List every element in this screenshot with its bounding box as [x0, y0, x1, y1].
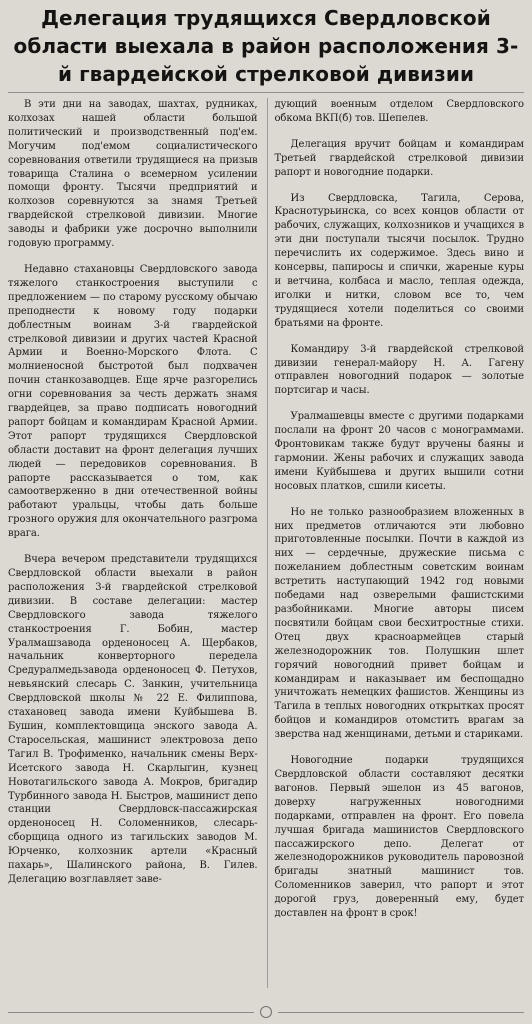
paragraph: В эти дни на заводах, шахтах, рудниках, колхозах нашей области большой политический и производственный под'ем. Могучим под'емом социалистического соревнования ответили трудящиеся на призыв товарища Сталина о всемерном усилении помощи фронту. Тысячи предприятий и колхозов соревнуются за знамя Третьей гвардейской стрелковой дивизии. Многие заводы и фабрики уже досрочно выполнили годовую программу. — [8, 99, 258, 250]
paragraph: Новогодние подарки трудящихся Свердловской области составляют десятки вагонов. Первый эшелон из 45 вагонов, доверху нагруженных новогодними подарками, отправлен на фронт. Его повела лучшая бригада машинистов Свердловского пассажирского депо. Делегат от железнодорожников руководитель паровозной бригады знатный машинист тов. Соломенников заверил, что рапорт и этот дорогой груз, доверенный ему, будет доставлен на фронт в срок! — [274, 755, 524, 920]
paragraph: дующий военным отделом Свердловского обкома ВКП(б) тов. Шепелев. — [274, 99, 524, 124]
right-column — [271, 98, 524, 988]
bottom-ornament — [8, 1006, 524, 1018]
paragraph: Командиру 3-й гвардейской стрелковой дивизии генерал-майору Н. А. Гагену отправлен новогодний подарок — золотые портсигар и часы. — [274, 343, 524, 397]
article-headline: Делегация трудящихся Свердловской области выехала в район расположения 3-й гвардейской стрелковой дивизии — [13, 6, 519, 86]
paragraph: Недавно стахановцы Свердловского завода тяжелого станкостроения выступили с предложением — по старому русскому обычаю преподнести к новому году подарки доблестным воинам 3-й гвардейской стрелковой дивизии и других частей Красной Армии и Военно-Морского Флота. С молниеносной быстротой был подхвачен почин станкозаводцев. Еще ярче разгорелись огни соревнования за честь держать знамя гвардейцев, за право подписать новогодний рапорт бойцам и командирам Красной Армии. Этот рапорт трудящихся Свердловской области доставит на фронт делегация лучших людей — передовиков соревнования. В рапорте рассказывается о том, как самоотверженно в дни отечественной войны работают уральцы, чтобы дать больше грозного оружия для окончательного разгрома врага. — [8, 263, 258, 540]
column-divider — [267, 98, 268, 988]
ornament-line-left — [8, 1012, 254, 1013]
paragraph: Вчера вечером представители трудящихся Свердловской области выехали в район расположения 3-й гвардейской стрелковой дивизии. В составе делегации: мастер Свердловского завода тяжелого станкостроения Г. Бобин, мастер Уралмашзавода орденоносец А. Щербаков, начальник конверторного передела Средуралмедьзавода орденоносец Ф. Петухов, невьянский слесарь С. Занкин, учительница Свердловской школы № 22 Е. Филиппова, стахановец завода имени Куйбышева В. Бушин, комплектовщица энского завода А. Старосельская, машинист электровоза депо Тагил В. Трофименко, начальник смены Верх-Исетского завода Н. Скарлыгин, кузнец Новотагильского завода А. Мокров, бригадир Турбинного завода Н. Быстров, машинист депо станции Свердловск-пассажирская орденоносец Н. Соломенников, слесарь-сборщица одного из тагильских заводов М. Юрченко, колхозник артели «Красный пахарь», Шалинского района, В. Гилев. Делегацию возглавляет заве- — [8, 554, 258, 885]
paragraph: Из Свердловска, Тагила, Серова, Краснотурьинска, со всех концов области от рабочих, служащих, колхозников и учащихся в эти дни поступали тысячи посылок. Трудно перечислить их содержимое. Здесь вино и консервы, папиросы и спички, жареные куры и ветчина, колбаса и масло, теплая одежда, иголки и нитки, словом все то, чем трудящиеся хотели поделиться со своими братьями на фронте. — [274, 192, 524, 329]
ornament-circle-icon — [260, 1006, 272, 1018]
headline-divider — [8, 92, 524, 93]
article-body — [8, 98, 524, 988]
paragraph: Уралмашевцы вместе с другими подарками послали на фронт 20 часов с монограммами. Фронтовикам также будут вручены баяны и гармонии. Жены рабочих и служащих завода имени Куйбышева и других вышили сотни носовых платков, сшили кисеты. — [274, 411, 524, 492]
ornament-line-right — [278, 1012, 524, 1013]
paragraph: Но не только разнообразием вложенных в них предметов отличаются эти любовно приготовленные посылки. Почти в каждой из них — сердечные, дружеские письма с пожеланием доблестным советским воинам встретить наступающий 1942 год новыми победами над озверелыми фашистскими разбойниками. Многие авторы писем посвятили бойцам свои бесхитростные стихи. Отец двух красноармейцев старый железнодорожник тов. Полушкин шлет горячий новогодний привет бойцам и командирам и наказывает им беспощадно уничтожать немецких фашистов. Женщины из Тагила в теплых новогодних открытках просят бойцов и командиров отомстить врагам за зверства над женщинами, детьми и стариками. — [274, 506, 524, 741]
paragraph: Делегация вручит бойцам и командирам Третьей гвардейской стрелковой дивизии рапорт и новогодние подарки. — [274, 138, 524, 178]
left-column — [8, 98, 263, 988]
